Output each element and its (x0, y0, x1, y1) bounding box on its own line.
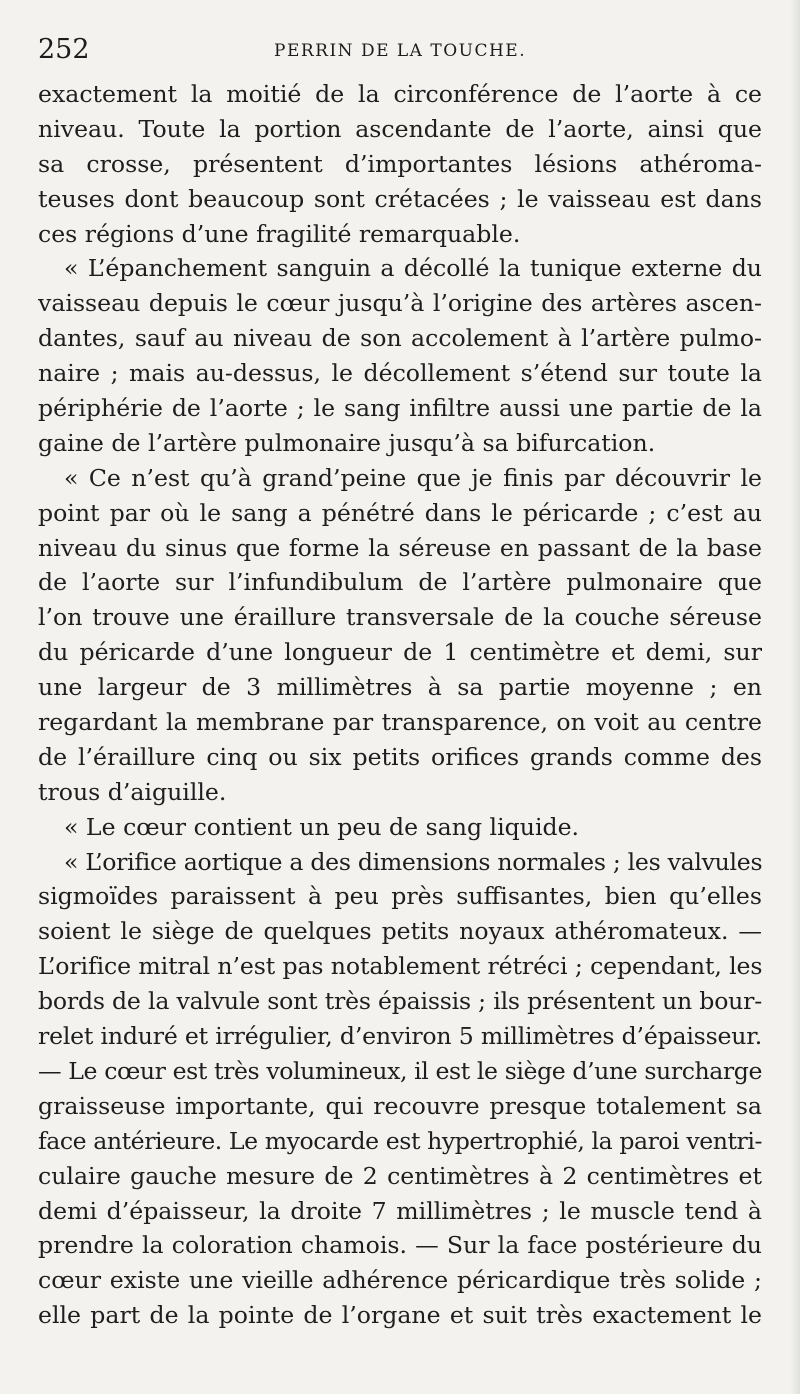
page-edge-shadow (790, 0, 800, 1394)
page-number: 252 (38, 34, 90, 65)
text-line: « Ce n’est qu’à grand’peine que je finis par découvrir le (64, 463, 762, 492)
text-line: de l’aorte sur l’infundibulum de l’artère pulmonaire que (38, 568, 762, 597)
text-line: sigmoïdes paraissent à peu près suffisantes, bien qu’elles (38, 882, 762, 911)
text-line: demi d’épaisseur, la droite 7 millimètres ; le muscle tend à (38, 1196, 762, 1225)
text-line: relet induré et irrégulier, d’environ 5 millimètres d’épaisseur. (38, 1022, 762, 1051)
text-line: L’orifice mitral n’est pas notablement rétréci ; cependant, les (38, 952, 762, 981)
text-line: culaire gauche mesure de 2 centimètres à 2 centimètres et (38, 1161, 762, 1190)
text-line: face antérieure. Le myocarde est hypertrophié, la paroi ventri- (38, 1126, 762, 1155)
text-line: niveau du sinus que forme la séreuse en passant de la base (38, 533, 762, 562)
text-line: « L’orifice aortique a des dimensions normales ; les valvules (64, 847, 762, 876)
text-line: cœur existe une vieille adhérence péricardique très solide ; (38, 1266, 762, 1295)
text-line: l’on trouve une éraillure transversale de la couche séreuse (38, 603, 762, 632)
text-line: une largeur de 3 millimètres à sa partie moyenne ; en (38, 673, 762, 702)
text-line: vaisseau depuis le cœur jusqu’à l’origine des artères ascen- (38, 289, 762, 318)
text-line: teuses dont beaucoup sont crétacées ; le vaisseau est dans (38, 184, 762, 213)
text-line: périphérie de l’aorte ; le sang infiltre aussi une partie de la (38, 394, 762, 423)
text-line: trous d’aiguille. (38, 777, 227, 806)
text-line: sa crosse, présentent d’importantes lésions athéroma- (38, 149, 762, 178)
text-line: niveau. Toute la portion ascendante de l’aorte, ainsi que (38, 114, 762, 143)
text-line: bords de la valvule sont très épaissis ; ils présentent un bour- (38, 987, 762, 1016)
text-line: elle part de la pointe de l’organe et suit très exactement le (38, 1301, 762, 1330)
text-line: soient le siège de quelques petits noyaux athéromateux. — (38, 917, 762, 946)
text-line: prendre la coloration chamois. — Sur la face postérieure du (38, 1231, 762, 1260)
text-line: dantes, sauf au niveau de son accolement à l’artère pulmo- (38, 324, 762, 353)
body-text (38, 77, 762, 1333)
running-head: PERRIN DE LA TOUCHE. (274, 41, 527, 61)
text-line: exactement la moitié de la circonférence de l’aorte à ce (38, 80, 762, 108)
text-line: du péricarde d’une longueur de 1 centimètre et demi, sur (38, 638, 762, 667)
text-line: ces régions d’une fragilité remarquable. (38, 219, 521, 248)
text-line: de l’éraillure cinq ou six petits orifices grands comme des (38, 742, 762, 771)
page-header (38, 34, 762, 74)
text-line: naire ; mais au-dessus, le décollement s’étend sur toute la (38, 359, 762, 388)
text-line: « Le cœur contient un peu de sang liquide. (64, 812, 580, 841)
text-line: graisseuse importante, qui recouvre presque totalement sa (38, 1091, 762, 1120)
text-line: gaine de l’artère pulmonaire jusqu’à sa bifurcation. (38, 428, 656, 457)
text-line: — Le cœur est très volumineux, il est le siège d’une surcharge (38, 1056, 762, 1085)
text-line: point par où le sang a pénétré dans le péricarde ; c’est au (38, 498, 762, 527)
text-line: regardant la membrane par transparence, on voit au centre (38, 708, 762, 737)
text-line: « L’épanchement sanguin a décollé la tunique externe du (64, 254, 762, 283)
